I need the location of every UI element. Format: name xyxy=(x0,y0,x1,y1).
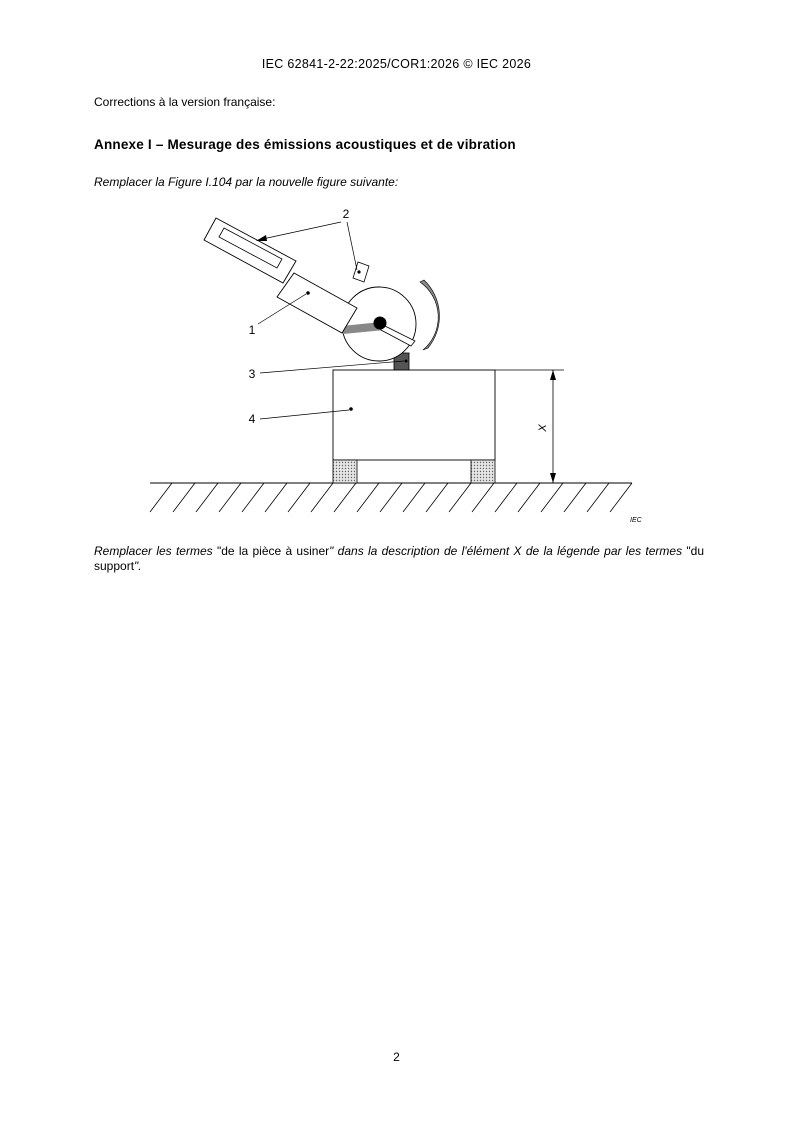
replace-figure-instruction: Remplacer la Figure I.104 par la nouvelle figure suivante: xyxy=(94,175,399,189)
hatch-stroke xyxy=(173,483,195,512)
hatch-stroke xyxy=(357,483,379,512)
document-header: IEC 62841-2-22:2025/COR1:2026 © IEC 2026 xyxy=(261,57,532,71)
iec-watermark: IEC xyxy=(630,517,642,524)
para-part-4: "du support xyxy=(94,544,705,573)
para-part-5: ". xyxy=(134,558,142,573)
hatch-stroke xyxy=(449,483,471,512)
legend-correction-paragraph xyxy=(94,544,704,573)
para-part-2: "de la pièce à usiner xyxy=(216,544,330,558)
dimension-x-label: X xyxy=(537,424,549,432)
hatch-stroke xyxy=(472,483,494,512)
page-number: 2 xyxy=(393,1050,400,1064)
callout-1: 1 xyxy=(248,323,256,337)
annex-title: Annexe I – Mesurage des émissions acoustiques et de vibration xyxy=(94,137,516,152)
hatch-stroke xyxy=(196,483,218,512)
support-table xyxy=(333,370,495,483)
hatch-stroke xyxy=(334,483,356,512)
motor-housing xyxy=(277,273,357,333)
callout-2: 2 xyxy=(342,207,350,221)
hatch-stroke xyxy=(265,483,287,512)
figure-cut-off-machine xyxy=(140,200,650,530)
hatch-stroke xyxy=(587,483,609,512)
figure-drawing xyxy=(140,200,650,530)
ground-hatching xyxy=(150,483,632,512)
hatch-stroke xyxy=(219,483,241,512)
hatch-stroke xyxy=(518,483,540,512)
hatch-stroke xyxy=(288,483,310,512)
hatch-stroke xyxy=(311,483,333,512)
hatch-stroke xyxy=(541,483,563,512)
hatch-stroke xyxy=(150,483,172,512)
hatch-stroke xyxy=(495,483,517,512)
hatch-stroke xyxy=(426,483,448,512)
height-dimension xyxy=(495,370,564,483)
callout-3: 3 xyxy=(248,367,256,381)
saw-blade-guard xyxy=(342,280,439,361)
callout-4: 4 xyxy=(248,412,256,426)
corrections-intro: Corrections à la version française: xyxy=(94,95,276,109)
hatch-stroke xyxy=(380,483,402,512)
handle xyxy=(204,218,369,283)
para-part-3: " dans la description de l'élément X de la légende par les termes xyxy=(329,544,687,558)
hatch-stroke xyxy=(403,483,425,512)
hatch-stroke xyxy=(610,483,632,512)
para-part-1: Remplacer les termes xyxy=(94,544,217,558)
hatch-stroke xyxy=(564,483,586,512)
hatch-stroke xyxy=(242,483,264,512)
